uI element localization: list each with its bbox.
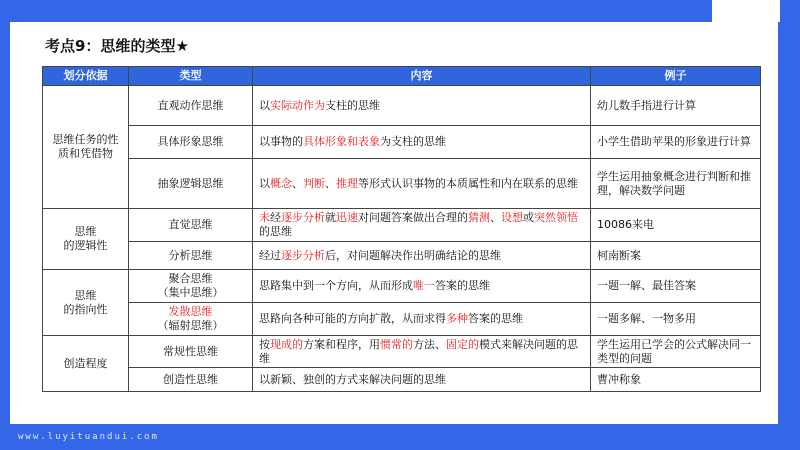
type-cell: 具体形象思维 <box>129 126 253 159</box>
content-text: 方案和程序，用 <box>303 337 380 351</box>
content-text: 思路集中到一个方向，从而形成 <box>259 279 413 292</box>
highlight-text: 现成的 <box>270 337 303 351</box>
type-cell: 常规性思维 <box>129 336 253 368</box>
example-cell: 柯南断案 <box>591 242 761 270</box>
content-cell <box>253 270 591 303</box>
highlight-text: 唯一 <box>413 279 435 292</box>
table-row <box>43 209 761 242</box>
highlight-text: 实际动作为 <box>270 98 325 112</box>
highlight-text: 突然领悟 <box>534 211 578 224</box>
content-text: 以新颖、独创的方式来解决问题的思维 <box>259 372 446 386</box>
highlight-text: 惯常的 <box>380 337 413 351</box>
type-cell: 直观动作思维 <box>129 86 253 126</box>
highlight-text: 猜测 <box>468 211 490 224</box>
content-text: 方法、 <box>413 337 446 351</box>
content-text: 等形式认识事物的本质属性和内在联系的思维 <box>358 176 578 190</box>
highlight-text: 逐步分析 <box>281 248 325 262</box>
highlight-text: 设想 <box>501 211 523 224</box>
content-text: 为支柱的思维 <box>380 135 446 148</box>
table-row <box>43 336 761 368</box>
highlight-text: 逐步分析 <box>281 211 325 224</box>
type-alias: （辐射思维） <box>157 319 224 332</box>
type-cell: 直觉思维 <box>129 209 253 242</box>
content-text: 以事物的 <box>259 135 303 148</box>
content-text: 或 <box>523 211 534 224</box>
example-cell: 一题多解、一物多用 <box>591 303 761 336</box>
category-cell: 思维任务的性质和凭借物 <box>43 86 129 209</box>
content-text: 按 <box>259 337 270 351</box>
example-cell: 学生运用已学会的公式解决同一类型的问题 <box>591 336 761 368</box>
content-cell <box>253 209 591 242</box>
footer-url: www.luyituandui.com <box>18 432 159 442</box>
content-text: 经过 <box>259 248 281 262</box>
content-cell <box>253 126 591 159</box>
content-cell <box>253 368 591 392</box>
category-cell: 思维 的指向性 <box>43 270 129 336</box>
content-text: 、 <box>292 176 303 190</box>
content-text: 经 <box>270 211 281 224</box>
example-cell: 学生运用抽象概念进行判断和推理，解决数学问题 <box>591 159 761 209</box>
content-cell <box>253 86 591 126</box>
content-text: 、 <box>325 176 336 190</box>
content-text: 模式来解决问题的思维 <box>259 337 578 365</box>
table-row <box>43 368 761 392</box>
type-cell: 创造性思维 <box>129 368 253 392</box>
highlight-text: 多种 <box>446 312 468 325</box>
type-cell: 分析思维 <box>129 242 253 270</box>
highlight-text: 迅速 <box>336 211 358 224</box>
category-cell: 思维 的逻辑性 <box>43 209 129 270</box>
example-cell: 曹冲称象 <box>591 368 761 392</box>
content-cell <box>253 159 591 209</box>
highlight-text: 判断 <box>303 176 325 190</box>
corner-tab <box>712 0 780 22</box>
example-cell: 小学生借助苹果的形象进行计算 <box>591 126 761 159</box>
content-cell <box>253 336 591 368</box>
content-text: 的思维 <box>259 225 292 238</box>
content-cell <box>253 242 591 270</box>
content-cell <box>253 303 591 336</box>
content-text: 支柱的思维 <box>325 98 380 112</box>
table-row <box>43 270 761 303</box>
header-type: 类型 <box>129 67 253 86</box>
example-cell: 幼儿数手指进行计算 <box>591 86 761 126</box>
example-cell: 10086来电 <box>591 209 761 242</box>
highlight-text: 固定的 <box>446 337 479 351</box>
header-basis: 划分依据 <box>43 67 129 86</box>
content-text: 对问题答案做出合理的 <box>358 211 468 224</box>
example-cell: 一题一解、最佳答案 <box>591 270 761 303</box>
content-text: 、 <box>490 211 501 224</box>
table-header-row <box>43 67 761 86</box>
content-text: 以 <box>259 176 270 190</box>
category-cell: 创造程度 <box>43 336 129 392</box>
highlight-text: 概念 <box>270 176 292 190</box>
content-text: 以 <box>259 98 270 112</box>
highlight-text: 具体形象和表象 <box>303 135 380 148</box>
table-row <box>43 86 761 126</box>
type-cell <box>129 303 253 336</box>
table-row <box>43 159 761 209</box>
content-text: 答案的思维 <box>435 279 490 292</box>
page-title: 考点9：思维的类型★ <box>45 37 189 55</box>
table-row <box>43 303 761 336</box>
table-row <box>43 242 761 270</box>
type-cell: 抽象逻辑思维 <box>129 159 253 209</box>
content-text: 后，对问题解决作出明确结论的思维 <box>325 248 501 262</box>
type-cell: 聚合思维 （集中思维） <box>129 270 253 303</box>
header-example: 例子 <box>591 67 761 86</box>
highlight-text: 推理 <box>336 176 358 190</box>
content-text: 就 <box>325 211 336 224</box>
thinking-types-table <box>42 66 761 392</box>
table-row <box>43 126 761 159</box>
content-text: 答案的思维 <box>468 312 523 325</box>
highlight-text: 未 <box>259 211 270 224</box>
content-text: 思路向各种可能的方向扩散，从而求得 <box>259 312 446 325</box>
header-content: 内容 <box>253 67 591 86</box>
type-highlight: 发散思维 <box>168 305 213 318</box>
